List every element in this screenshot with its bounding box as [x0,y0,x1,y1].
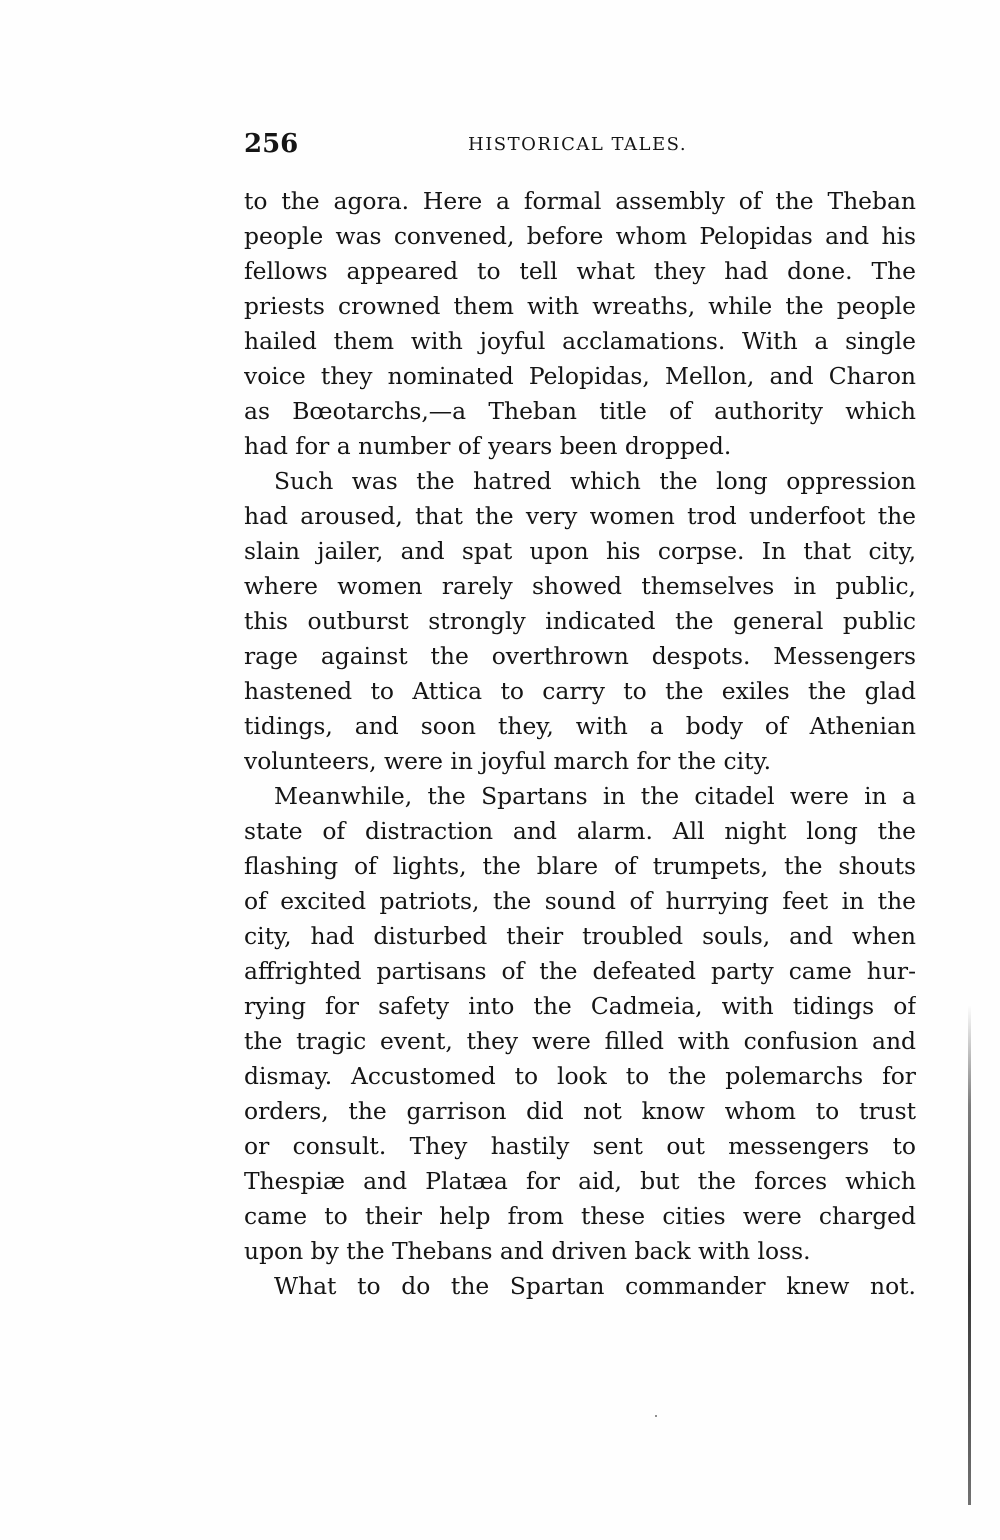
text-line: city, had disturbed their troubled souls, and when [244,922,916,950]
text-line: or consult. They hastily sent out messengers to [244,1132,916,1160]
text-line: Such was the hatred which the long oppression [274,467,916,495]
running-head: HISTORICAL TALES. [468,134,688,155]
paragraph-4 [244,1269,916,1304]
text-line: tidings, and soon they, with a body of Athenian [244,712,916,740]
text-line: slain jailer, and spat upon his corpse. In that city, [244,537,916,565]
text-line: state of distraction and alarm. All night long the [244,817,916,845]
text-line: flashing of lights, the blare of trumpets, the shouts [244,852,916,880]
text-line: What to do the Spartan commander knew not. [274,1272,916,1300]
text-line: hastened to Attica to carry to the exiles the glad [244,677,916,705]
text-line: as Bœotarchs,—a Theban title of authority which [244,397,916,425]
text-line: Meanwhile, the Spartans in the citadel were in a [274,782,916,810]
text-line: Thespiæ and Platæa for aid, but the forces which [244,1167,916,1195]
scan-edge-shadow [968,1005,971,1505]
text-line: affrighted partisans of the defeated party came hur- [244,957,916,985]
text-line: to the agora. Here a formal assembly of the Theban [244,187,916,215]
text-line: hailed them with joyful acclamations. With a single [244,327,916,355]
text-line: orders, the garrison did not know whom to trust [244,1097,916,1125]
page-number: 256 [244,129,299,159]
text-line: this outburst strongly indicated the general public [244,607,916,635]
text-line: had for a number of years been dropped. [244,432,732,460]
text-line: priests crowned them with wreaths, while the people [244,292,916,320]
text-line: the tragic event, they were filled with confusion and [244,1027,916,1055]
text-line: had aroused, that the very women trod underfoot the [244,502,916,530]
text-line: rage against the overthrown despots. Messengers [244,642,916,670]
text-line: of excited patriots, the sound of hurrying feet in the [244,887,916,915]
paragraph-1 [244,184,916,464]
text-line: voice they nominated Pelopidas, Mellon, and Charon [244,362,916,390]
paragraph-2 [244,464,916,779]
text-line: rying for safety into the Cadmeia, with tidings of [244,992,916,1020]
paper-speck [655,1415,657,1417]
text-line: where women rarely showed themselves in public, [244,572,916,600]
text-line: fellows appeared to tell what they had done. The [244,257,916,285]
paragraph-3 [244,779,916,1269]
page-header [244,126,916,162]
text-line: upon by the Thebans and driven back with loss. [244,1237,811,1265]
text-line: people was convened, before whom Pelopidas and his [244,222,916,250]
text-line: volunteers, were in joyful march for the city. [244,747,772,775]
text-line: came to their help from these cities were charged [244,1202,916,1230]
text-line: dismay. Accustomed to look to the polemarchs for [244,1062,916,1090]
body-text [244,184,916,1304]
